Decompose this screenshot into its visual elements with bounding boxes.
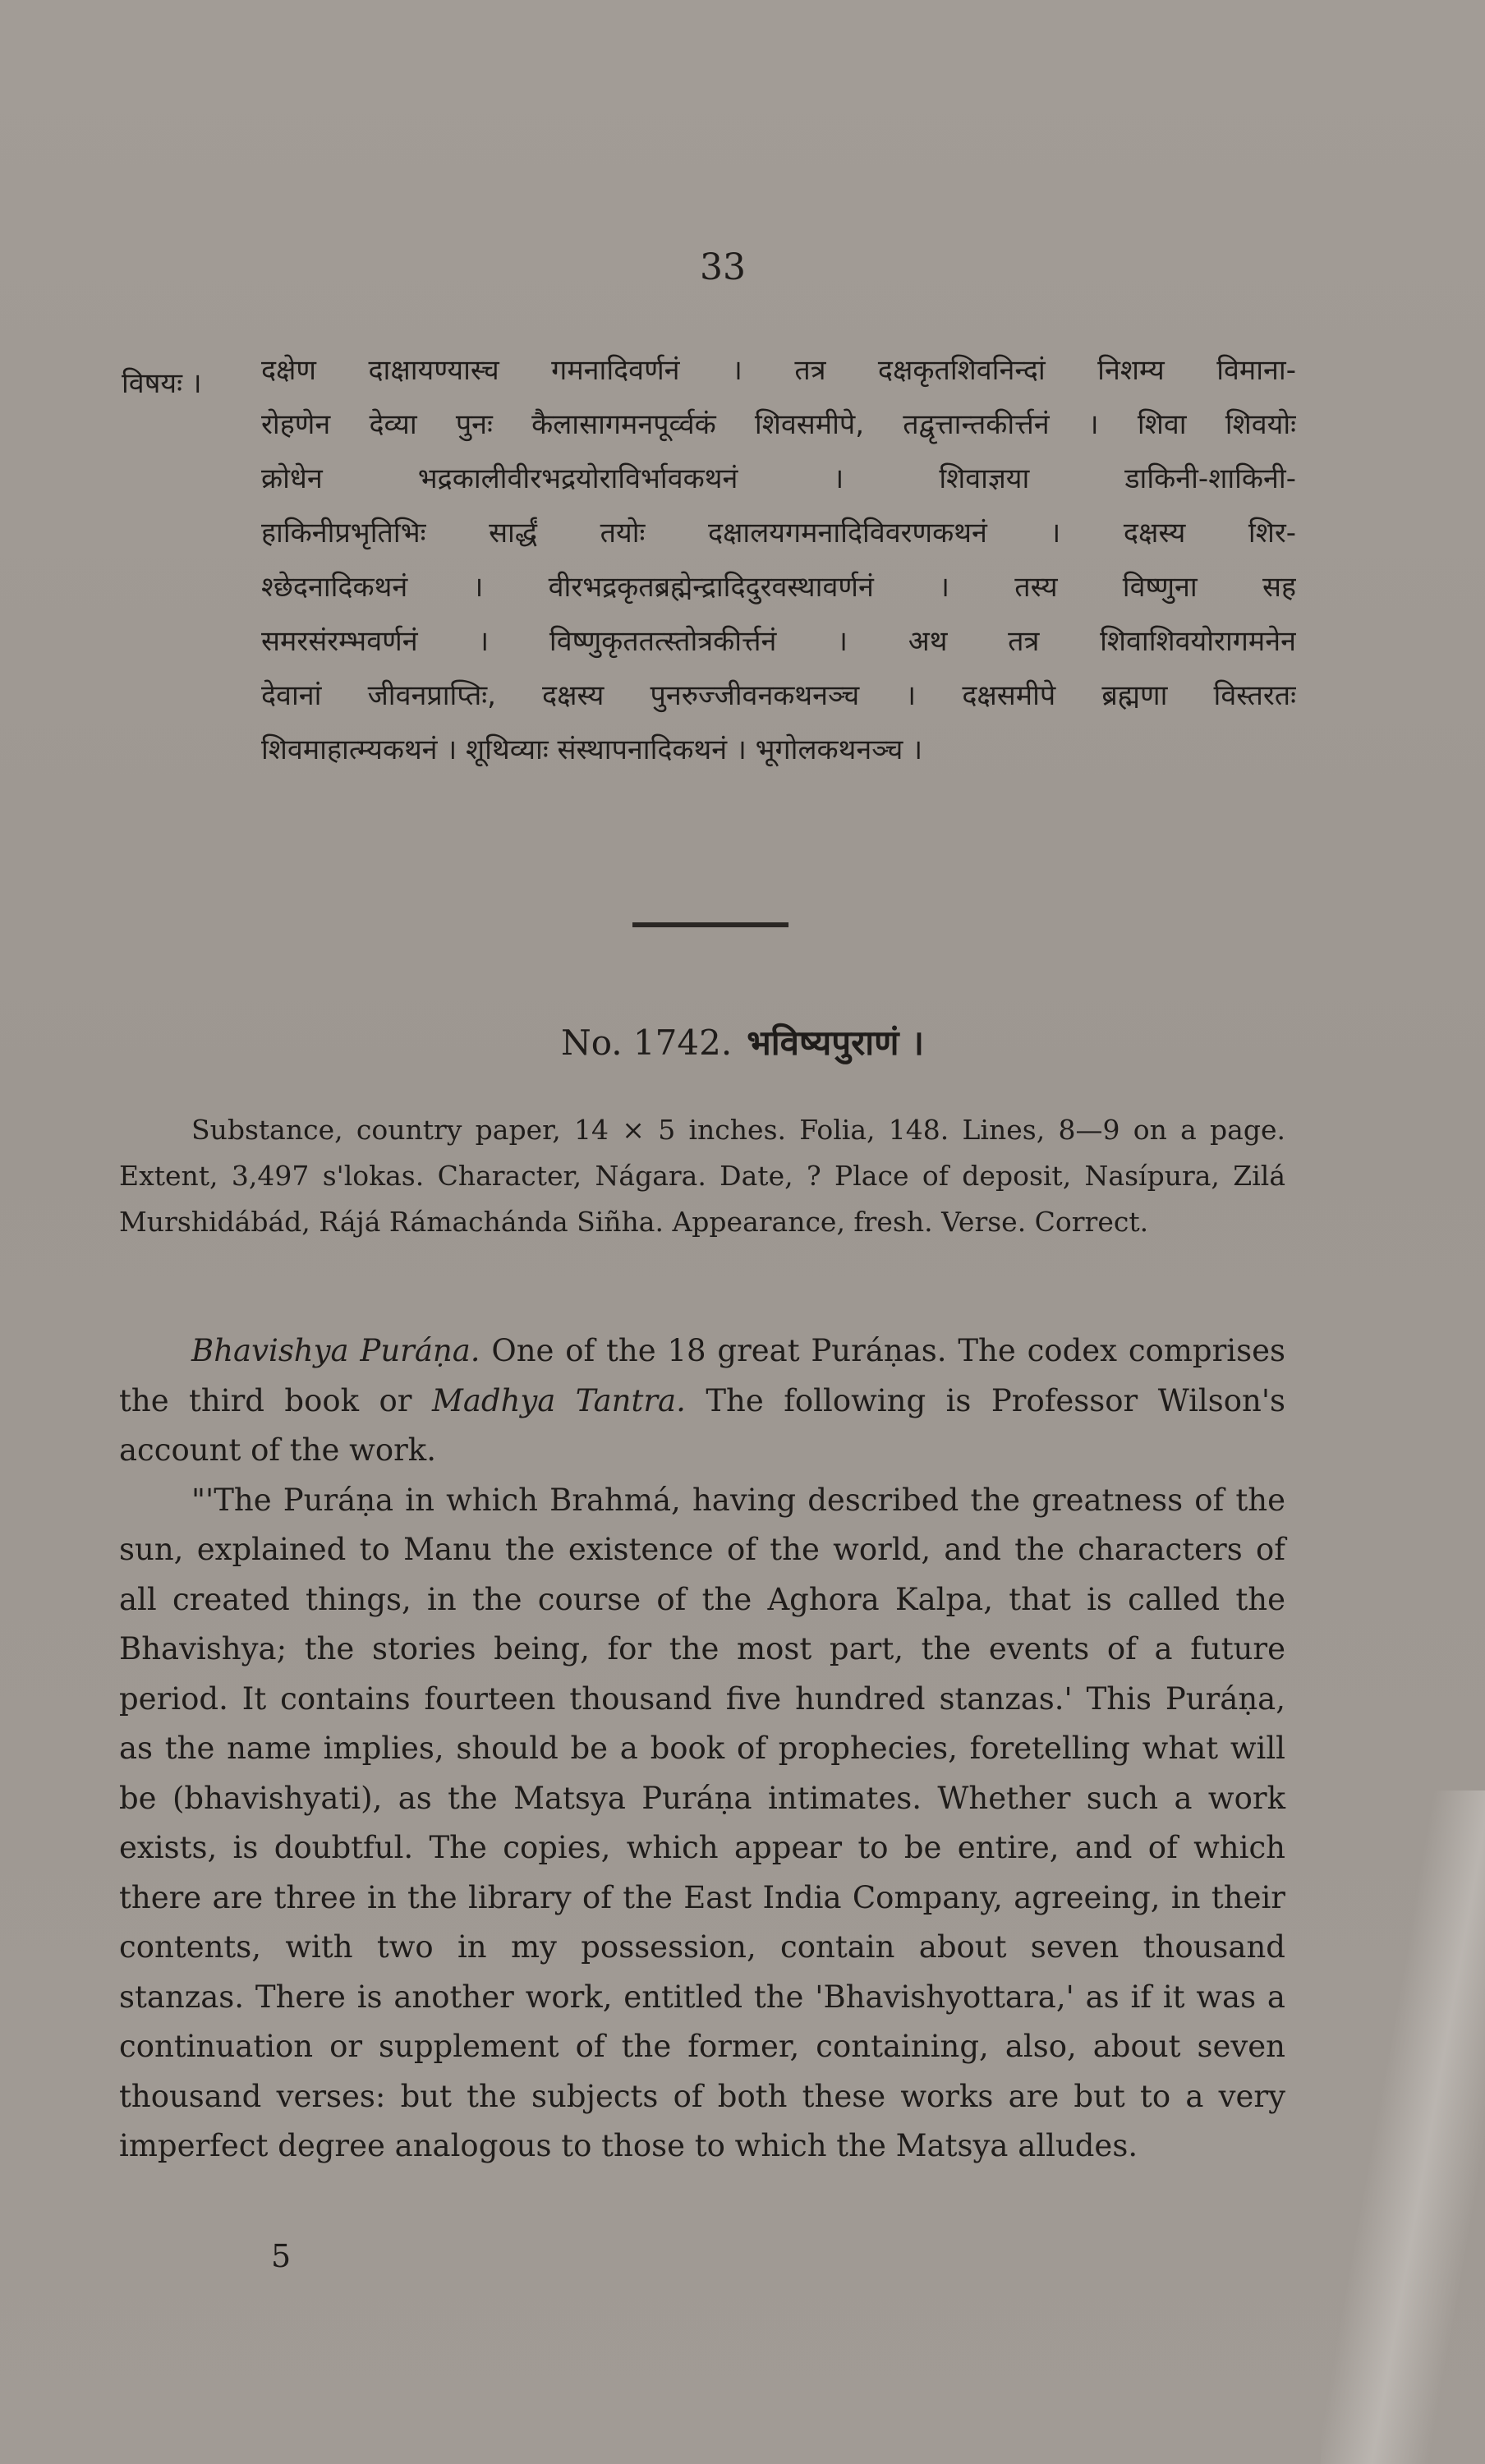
paragraph: "'The Puráṇa in which Brahmá, having described the greatness of the sun, explained to Manu the existence of the world, and the characters of all created things, in the course of the Aghora Kalpa, that is called the Bhavishya; the stories being, for the most part, the events of a future period. It contains fourteen thousand five hundred stanzas.' This Puráṇa, as the name implies, should be a book of prophecies, foretelling what will be (bhavishyati), as the Matsya Puráṇa intimates. Whether such a work exists, is doubtful. The copies, which appear to be entire, and of which there are three in the library of the East India Company, agreeing, in their contents, with two in my possession, contain about seven thousand stanzas. There is another work, entitled the 'Bhavishyottara,' as if it was a continuation or supplement of the former, containing, also, about seven thousand verses: but the subjects of both these works are but to a very imperfect degree analogous to those to which the Matsya alludes. bbox=[119, 1482, 1285, 2163]
vishaya-line: श्छेदनादिकथनं । वीरभद्रकृतब्रह्मेन्द्रादिदुरवस्थावर्णनं । तस्य विष्णुना सह bbox=[261, 571, 1296, 604]
book-title: Madhya Tantra. bbox=[431, 1382, 686, 1418]
vishaya-line: समरसंरम्भवर्णनं । विष्णुकृततत्स्तोत्रकीर्त्तनं । अथ तत्र शिवाशिवयोरागमनेन bbox=[261, 625, 1296, 658]
body-text bbox=[119, 1326, 1285, 2172]
page-number: 33 bbox=[700, 246, 746, 288]
vishaya-label: विषयः । bbox=[122, 367, 202, 400]
section-divider bbox=[632, 922, 788, 927]
signature-mark: 5 bbox=[271, 2238, 292, 2274]
vishaya-line: दक्षेण दाक्षायण्यास्च गमनादिवर्णनं । तत्र दक्षकृतशिवनिन्दां निशम्य विमाना- bbox=[261, 354, 1296, 387]
paragraph-text: One of the 18 great Puráṇas. The codex comprises the third book or bbox=[119, 1333, 1285, 1418]
vishaya-line: हाकिनीप्रभृतिभिः सार्द्धं तयोः दक्षालयगमनादिविवरणकथनं । दक्षस्य शिर- bbox=[261, 517, 1296, 549]
vishaya-line: शिवमाहात्म्यकथनं । शूथिव्याः संस्थापनादिकथनं । भूगोलकथनञ्च । bbox=[261, 733, 923, 766]
paper-crease bbox=[1321, 1791, 1485, 2464]
vishaya-line: देवानां जीवनप्राप्तिः, दक्षस्य पुनरुज्जीवनकथनञ्च । दक्षसमीपे ब्रह्मणा विस्तरतः bbox=[261, 679, 1296, 712]
vishaya-line: क्रोधेन भद्रकालीवीरभद्रयोराविर्भावकथनं । शिवाज्ञया डाकिनी-शाकिनी- bbox=[261, 462, 1296, 495]
paragraph bbox=[119, 1326, 1285, 1476]
entry-number: No. 1742. bbox=[560, 1023, 733, 1063]
work-title: Bhavishya Puráṇa. bbox=[191, 1333, 480, 1368]
vishaya-line: रोहणेन देव्या पुनः कैलासागमनपूर्व्वकं शिवसमीपे, तद्वृत्तान्तकीर्त्तनं । शिवा शिवयोः bbox=[261, 408, 1296, 441]
entry-heading bbox=[0, 1018, 1485, 1065]
vishaya-text bbox=[261, 343, 1296, 777]
manuscript-description: Substance, country paper, 14 × 5 inches. Folia, 148. Lines, 8—9 on a page. Extent, 3,497 s'lokas. Character, Nágara. Date, ? Place of deposit, Nasípura, Zilá Murshidábád, Rájá Rámachánda Siñha. Appearance, fresh. Verse. Correct. bbox=[119, 1114, 1285, 1238]
paragraph-text: The following is Professor Wilson's account of the work. bbox=[119, 1382, 1285, 1468]
entry-title: भविष्यपुराणं । bbox=[747, 1023, 925, 1063]
